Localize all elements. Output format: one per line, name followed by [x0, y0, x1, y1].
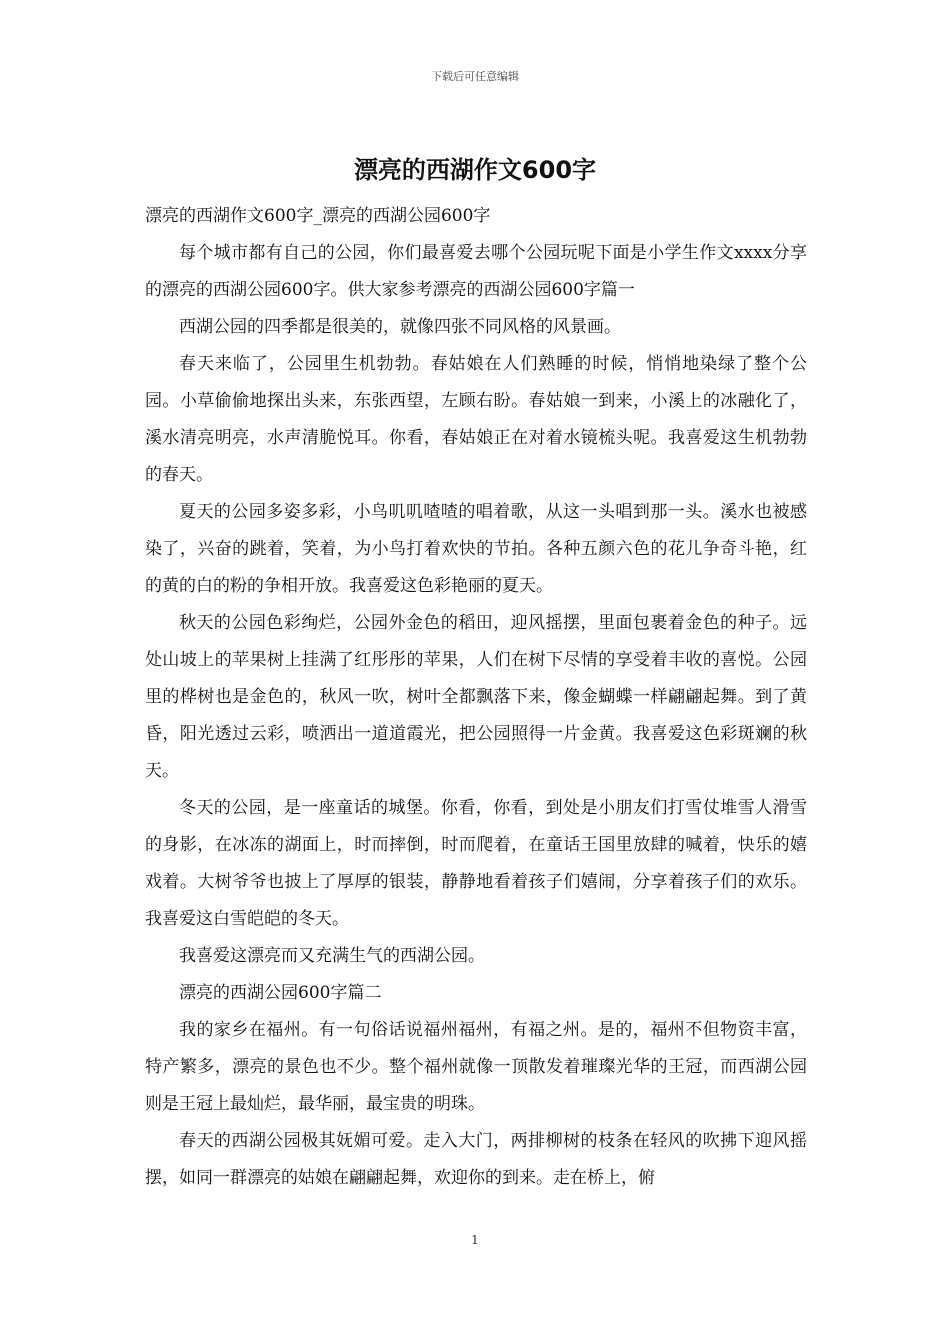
paragraph: 我的家乡在福州。有一句俗话说福州福州，有福之州。是的，福州不但物资丰富，特产繁多，漂亮的景色也不少。整个福州就像一顶散发着璀璨光华的王冠，而西湖公园则是王冠上最灿烂，最华丽，最宝贵的明珠。 — [145, 1020, 807, 1114]
paragraph: 秋天的公园色彩绚烂，公园外金色的稻田，迎风摇摆，里面包裹着金色的种子。远处山坡上的苹果树上挂满了红彤彤的苹果，人们在树下尽情的享受着丰收的喜悦。公园里的桦树也是金色的，秋风一吹，树叶全都飘落下来，像金蝴蝶一样翩翩起舞。到了黄昏，阳光透过云彩，喷洒出一道道霞光，把公园照得一片金黄。我喜爱这色彩斑斓的秋天。 — [145, 613, 807, 781]
paragraph: 春天来临了，公园里生机勃勃。春姑娘在人们熟睡的时候，悄悄地染绿了整个公园。小草偷偷地探出头来，东张西望，左顾右盼。春姑娘一到来，小溪上的冰融化了，溪水清亮明亮，水声清脆悦耳。你看，春姑娘正在对着水镜梳头呢。我喜爱这生机勃勃的春天。 — [145, 354, 807, 485]
paragraph: 冬天的公园，是一座童话的城堡。你看，你看，到处是小朋友们打雪仗堆雪人滑雪的身影，在冰冻的湖面上，时而摔倒，时而爬着，在童话王国里放肆的喊着，快乐的嬉戏着。大树爷爷也披上了厚厚的银装，静静地看着孩子们嬉闹，分享着孩子们的欢乐。我喜爱这白雪皑皑的冬天。 — [145, 798, 807, 929]
paragraph: 西湖公园的四季都是很美的，就像四张不同风格的风景画。 — [179, 317, 621, 337]
document-title: 漂亮的西湖作文600字 — [353, 156, 597, 184]
running-header: 下载后可任意编辑 — [431, 70, 519, 83]
section-heading: 漂亮的西湖公园600字篇二 — [179, 983, 382, 1003]
subtitle-line: 漂亮的西湖作文600字_漂亮的西湖公园600字 — [145, 206, 491, 226]
page-number: 1 — [471, 1233, 479, 1247]
paragraph: 春天的西湖公园极其妩媚可爱。走入大门，两排柳树的枝条在轻风的吹拂下迎风摇摆，如同一群漂亮的姑娘在翩翩起舞，欢迎你的到来。走在桥上，俯 — [145, 1131, 807, 1188]
paragraph: 我喜爱这漂亮而又充满生气的西湖公园。 — [179, 946, 485, 966]
paragraph: 夏天的公园多姿多彩，小鸟叽叽喳喳的唱着歌，从这一头唱到那一头。溪水也被感染了，兴奋的跳着，笑着，为小鸟打着欢快的节拍。各种五颜六色的花儿争奇斗艳，红的黄的白的粉的争相开放。我喜爱这色彩艳丽的夏天。 — [145, 502, 807, 596]
document-body — [145, 198, 807, 1197]
paragraph: 每个城市都有自己的公园，你们最喜爱去哪个公园玩呢下面是小学生作文xxxx分享的漂亮的西湖公园600字。供大家参考漂亮的西湖公园600字篇一 — [145, 243, 807, 300]
